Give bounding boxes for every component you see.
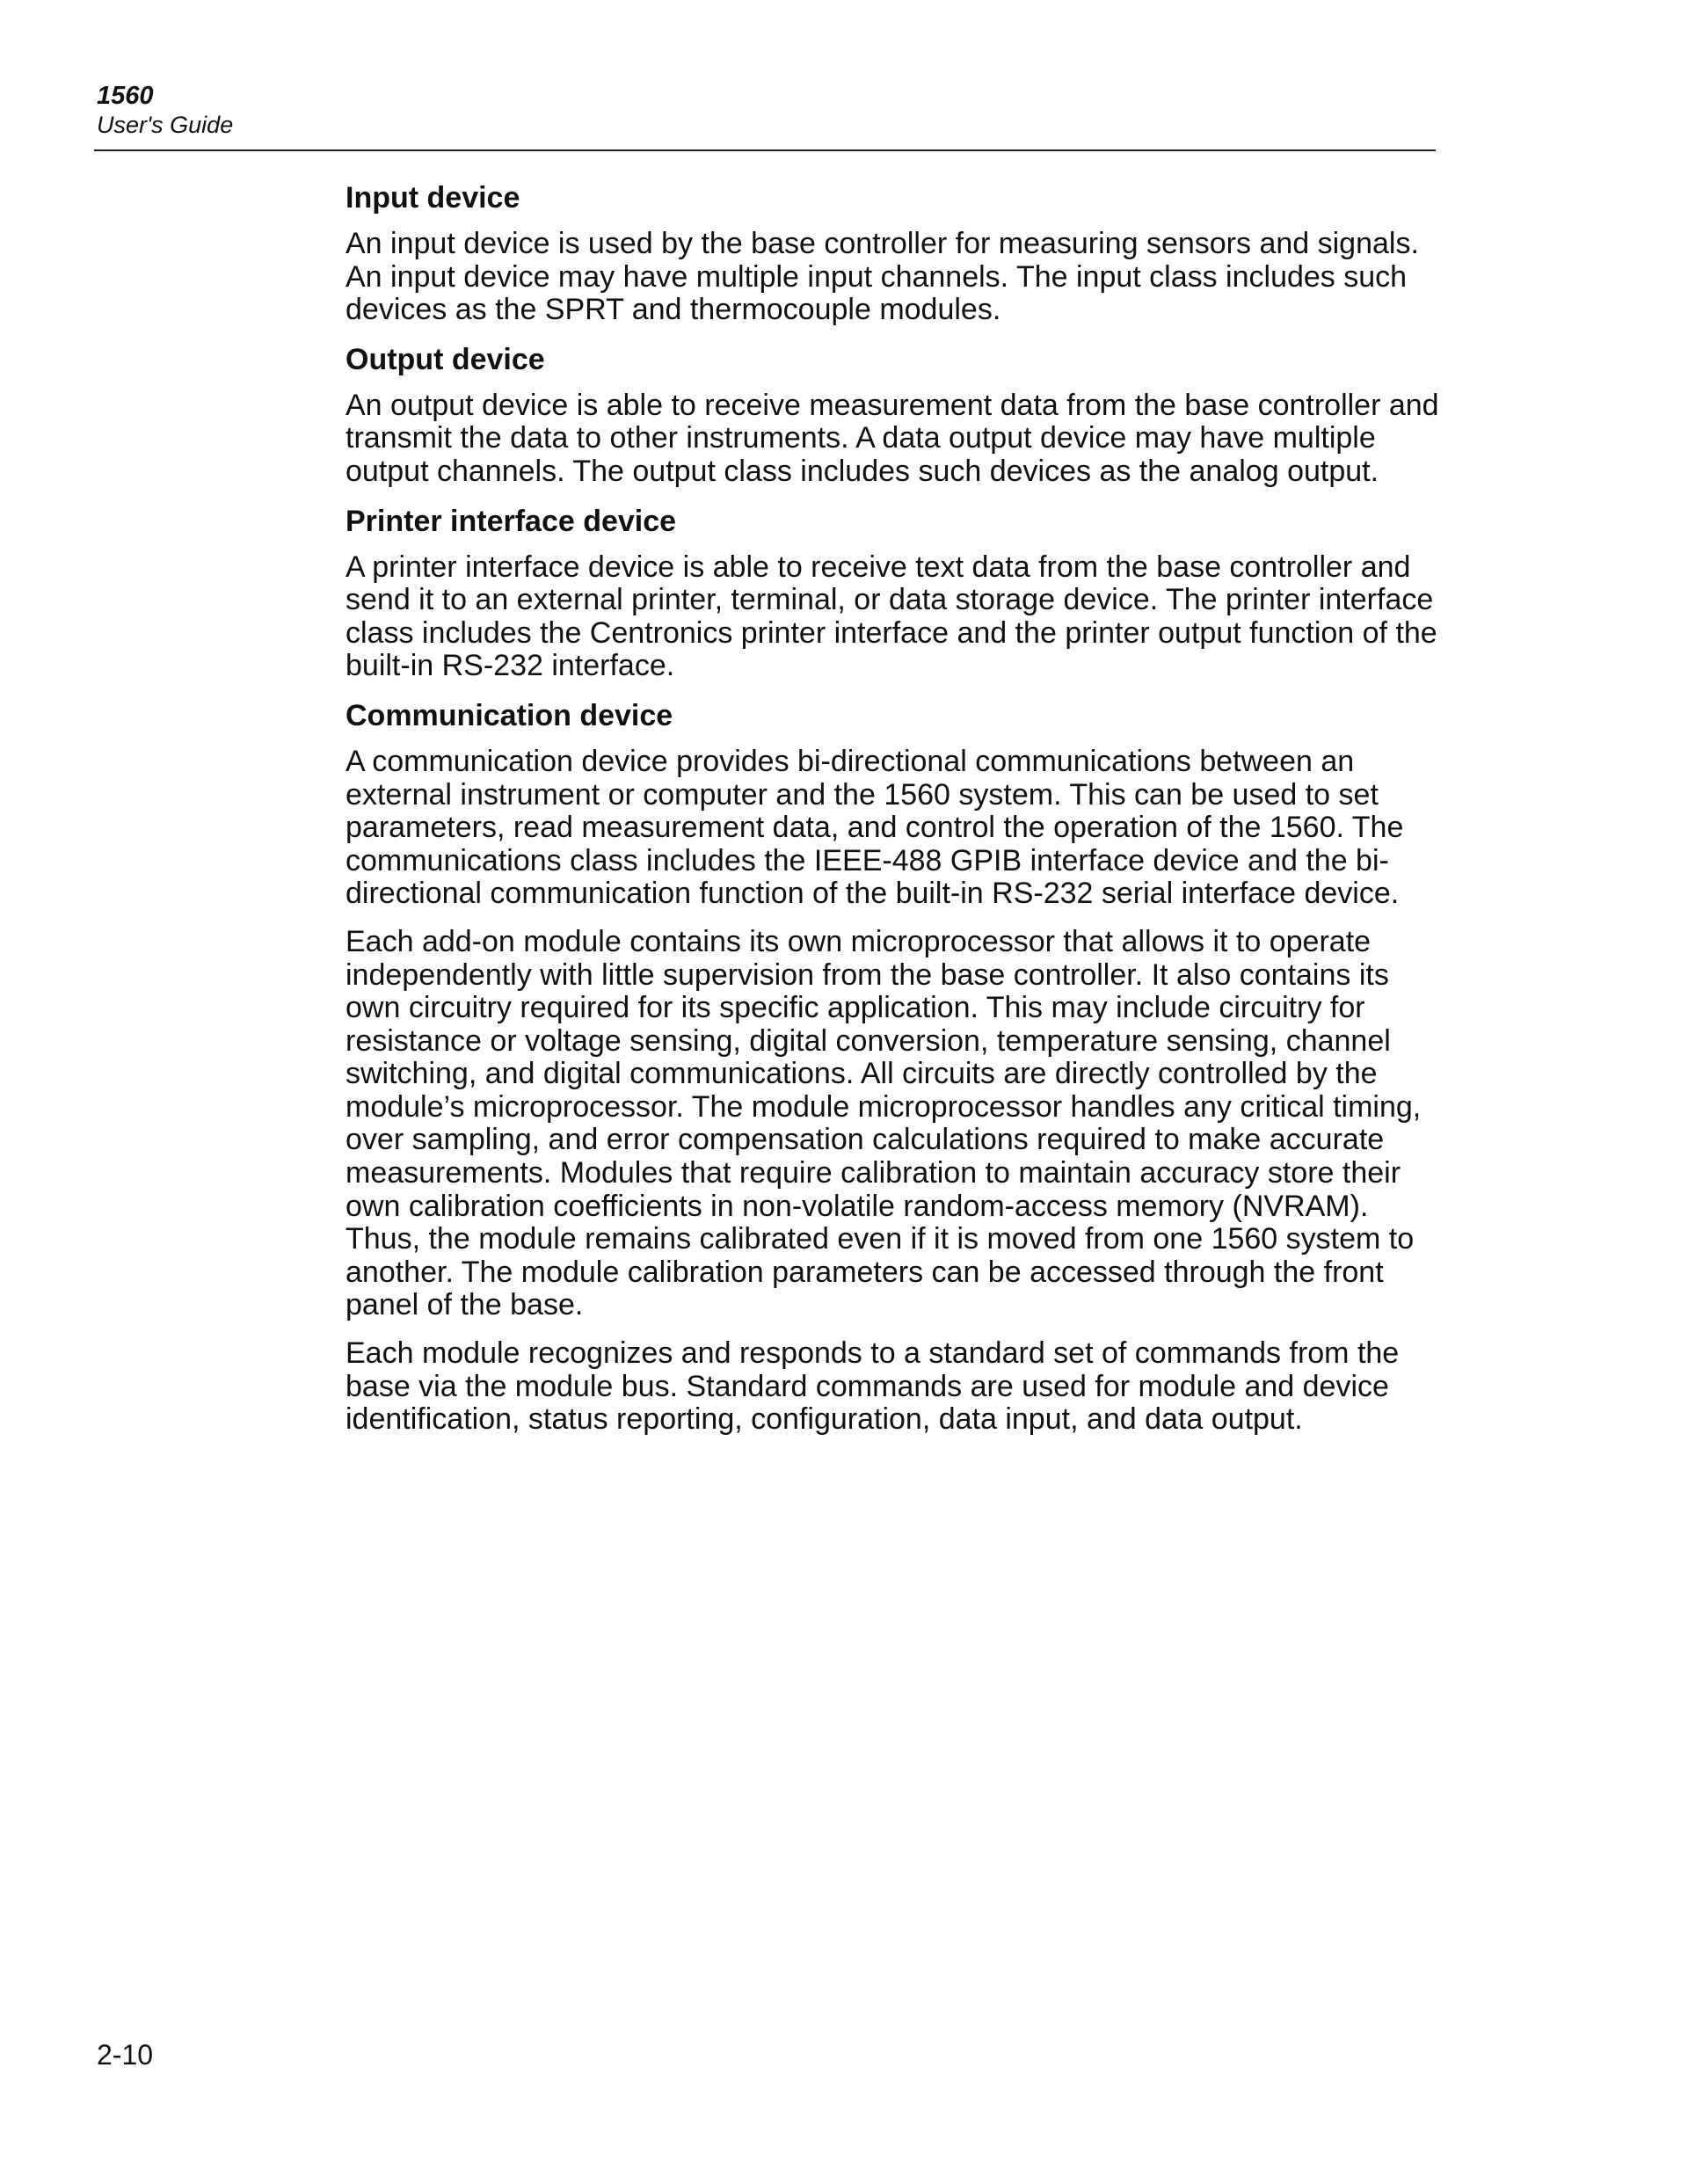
page-body xyxy=(346,180,1444,1452)
section-heading: Input device xyxy=(346,181,520,215)
header-divider xyxy=(94,149,1436,151)
section-input-device xyxy=(346,180,1444,327)
section-printer-interface-device xyxy=(346,504,1444,683)
section-paragraph: A printer interface device is able to receive text data from the base controller and send it to an external printer, terminal, or data storage device. The printer interface class includes the Centronics printer interface and the printer output function of the built-in RS-232 interface. xyxy=(346,550,1437,683)
section-paragraph: A communication device provides bi-directional communications between an external instrument or computer and the 1560 system. This can be used to set parameters, read measurement data, and control the operation of the 1560. The communications class includes the IEEE-488 GPIB interface device and the bi-directional communication function of the built-in RS-232 serial interface device. xyxy=(346,744,1404,911)
section-communication-device xyxy=(346,698,1444,911)
section-heading: Output device xyxy=(346,342,545,376)
section-heading: Printer interface device xyxy=(346,504,677,538)
body-paragraph-module-commands: Each module recognizes and responds to a standard set of commands from the base via the module bus. Standard commands are used for module and device identification, status reporting, configuration, data input, and data output. xyxy=(346,1336,1400,1437)
page-number: 2-10 xyxy=(97,2039,154,2071)
section-output-device xyxy=(346,342,1444,489)
header-guide-title: User's Guide xyxy=(97,112,234,138)
section-heading: Communication device xyxy=(346,698,673,732)
body-paragraph-module-microprocessor: Each add-on module contains its own microprocessor that allows it to operate independently with little supervision from the base controller. It also contains its own circuitry required for its specific application. This may include circuitry for resistance or voltage sensing, digital conversion, temperature sensing, channel switching, and digital communications. All circuits are directly controlled by the module’s microprocessor. The module microprocessor handles any critical timing, over sampling, and error compensation calculations required to make accurate measurements. Modules that require calibration to maintain accuracy store their own calibration coefficients in non-volatile random-access memory (NVRAM). Thus, the module remains calibrated even if it is moved from one 1560 system to another. The module calibration parameters can be accessed through the front panel of the base. xyxy=(346,924,1422,1322)
section-paragraph: An output device is able to receive measurement data from the base controller and transmit the data to other instruments. A data output device may have multiple output channels. The output class includes such devices as the analog output. xyxy=(346,388,1439,488)
section-paragraph: An input device is used by the base controller for measuring sensors and signals. An input device may have multiple input channels. The input class includes such devices as the SPRT and thermocouple modules. xyxy=(346,227,1419,327)
running-header xyxy=(97,81,1435,139)
header-product-number: 1560 xyxy=(97,82,154,110)
